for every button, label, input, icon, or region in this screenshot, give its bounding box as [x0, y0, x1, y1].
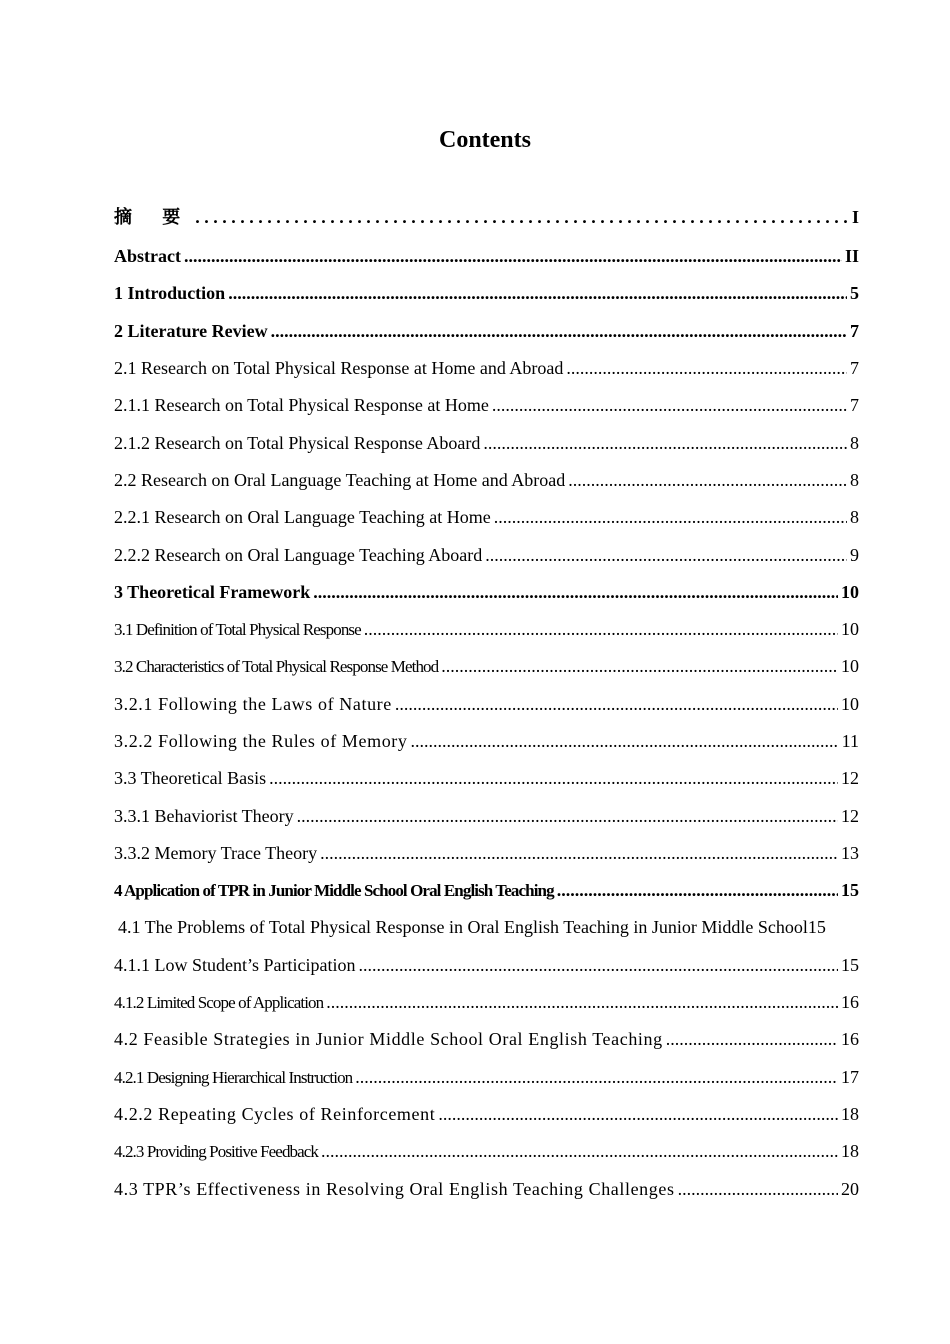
- toc-entry-page: 17: [841, 1067, 859, 1087]
- toc-entry-text: 3.1 Definition of Total Physical Response: [114, 620, 361, 639]
- toc-entry-text: 2.1 Research on Total Physical Response at Home and Abroad: [114, 358, 564, 378]
- toc-entry-text: 1 Introduction: [114, 283, 226, 303]
- dot-leader: [666, 1026, 838, 1052]
- toc-entry[interactable]: [114, 840, 859, 866]
- toc-entry-page: II: [844, 246, 859, 266]
- dot-leader: [297, 803, 838, 829]
- toc-entry-text: 2.1.2 Research on Total Physical Response Aboard: [114, 433, 481, 453]
- toc-entry-text: 3.3.2 Memory Trace Theory: [114, 843, 318, 863]
- toc-entry[interactable]: [114, 542, 859, 568]
- toc-entry-text: 4.1.1 Low Student’s Participation: [114, 955, 356, 975]
- toc-entry-page: 13: [841, 843, 859, 863]
- toc-entry-page: 5: [850, 283, 859, 303]
- dot-leader: [568, 467, 847, 493]
- toc-entry[interactable]: [114, 1101, 859, 1127]
- toc-entry[interactable]: [114, 952, 859, 978]
- toc-entry-page: 10: [841, 582, 859, 602]
- toc-entry-page: 18: [841, 1141, 859, 1161]
- toc-entry-page: 12: [841, 768, 859, 788]
- toc-entry-text: 4 Application of TPR in Junior Middle School Oral English Teaching: [114, 881, 554, 900]
- dot-leader: [271, 318, 847, 344]
- toc-entry-text: 3.2.1 Following the Laws of Nature: [114, 694, 392, 714]
- toc-entry-text: 2.2.2 Research on Oral Language Teaching Aboard: [114, 545, 483, 565]
- dot-leader: [184, 243, 842, 269]
- toc-entry[interactable]: [114, 243, 859, 269]
- toc-entry[interactable]: [114, 280, 859, 306]
- toc-entry-text: 3.2 Characteristics of Total Physical Response Method: [114, 657, 439, 676]
- toc-entry-text: Abstract: [114, 246, 181, 266]
- dot-leader: [566, 355, 847, 381]
- toc-entry[interactable]: [114, 204, 859, 230]
- toc-entry-page: 20: [841, 1179, 859, 1199]
- dot-leader: [494, 504, 847, 530]
- toc-entry-page: 10: [841, 656, 859, 676]
- dot-leader: [195, 204, 849, 230]
- toc-entry[interactable]: [114, 318, 859, 344]
- dot-leader: [485, 542, 847, 568]
- toc-entry-page: 15: [841, 880, 859, 900]
- dot-leader: [678, 1176, 838, 1202]
- toc-entry-text: 2 Literature Review: [114, 321, 268, 341]
- page-title: Contents: [438, 127, 531, 153]
- dot-leader: [557, 877, 838, 903]
- toc-entry[interactable]: [114, 728, 859, 754]
- toc-entry-page: 8: [850, 507, 859, 527]
- dot-leader: [355, 1064, 838, 1090]
- dot-leader: [438, 1101, 838, 1127]
- toc-entry-page: 8: [850, 470, 859, 490]
- toc-entry-text: 2.2.1 Research on Oral Language Teaching at Home: [114, 507, 491, 527]
- toc-entry-text: 4.2.1 Designing Hierarchical Instruction: [114, 1068, 353, 1087]
- toc-entry-text: 2.2 Research on Oral Language Teaching at Home and Abroad: [114, 470, 566, 490]
- toc-entry[interactable]: [114, 1026, 859, 1052]
- toc-entry[interactable]: [114, 989, 859, 1015]
- toc-entry-text: 4.1 The Problems of Total Physical Response in Oral English Teaching in Junior Middle School: [118, 917, 808, 937]
- toc-entry[interactable]: [114, 691, 859, 717]
- toc-entry-page: 7: [850, 358, 859, 378]
- dot-leader: [395, 691, 838, 717]
- toc-entry-page: 16: [841, 1029, 859, 1049]
- toc-entry-page: I: [851, 207, 859, 227]
- toc-entry-page: 12: [841, 806, 859, 826]
- toc-entry-text: 摘 要: [114, 207, 193, 228]
- toc-entry-text: 4.2 Feasible Strategies in Junior Middle School Oral English Teaching: [114, 1029, 663, 1049]
- toc-entry-page: 16: [841, 992, 859, 1012]
- toc-entry-page: 7: [850, 321, 859, 341]
- toc-entry[interactable]: [114, 877, 859, 903]
- dot-leader: [483, 430, 847, 456]
- toc-entry[interactable]: [114, 430, 859, 456]
- toc-entry-text: 3.3.1 Behaviorist Theory: [114, 806, 294, 826]
- toc-entry-text: 3.3 Theoretical Basis: [114, 768, 267, 788]
- dot-leader: [492, 392, 847, 418]
- toc-entry[interactable]: [114, 467, 859, 493]
- toc-entry[interactable]: [114, 803, 859, 829]
- dot-leader: [358, 952, 838, 978]
- toc-entry-page: 10: [841, 694, 859, 714]
- toc-entry-page: 15: [807, 917, 826, 937]
- toc-entry-page: 18: [841, 1104, 859, 1124]
- toc-entry-page: 10: [841, 619, 859, 639]
- dot-leader: [411, 728, 839, 754]
- toc-entry-text: 3.2.2 Following the Rules of Memory: [114, 731, 408, 751]
- toc-entry-text: 2.1.1 Research on Total Physical Response at Home: [114, 395, 489, 415]
- toc-entry-text: 4.2.2 Repeating Cycles of Reinforcement: [114, 1104, 436, 1124]
- toc-entry[interactable]: [114, 355, 859, 381]
- dot-leader: [441, 653, 838, 679]
- toc-entry-page: 11: [841, 731, 859, 751]
- toc-entry[interactable]: [114, 392, 859, 418]
- toc-entry[interactable]: [114, 579, 859, 605]
- dot-leader: [269, 765, 838, 791]
- toc-entry-page: 15: [841, 955, 859, 975]
- toc-entry-page: 7: [850, 395, 859, 415]
- toc-entry-text: 4.3 TPR’s Effectiveness in Resolving Oral English Teaching Challenges: [114, 1179, 675, 1199]
- dot-leader: [364, 616, 838, 642]
- dot-leader: [321, 1138, 838, 1164]
- toc-entry-page: 8: [850, 433, 859, 453]
- toc-entry-text: 3 Theoretical Framework: [114, 582, 311, 602]
- dot-leader: [228, 280, 847, 306]
- dot-leader: [313, 579, 838, 605]
- toc-entry[interactable]: [114, 653, 859, 679]
- toc-entry[interactable]: [114, 616, 859, 642]
- toc-entry[interactable]: [114, 1064, 859, 1090]
- toc-entry[interactable]: [114, 1176, 859, 1202]
- toc-entry-text: 4.2.3 Providing Positive Feedback: [114, 1142, 319, 1161]
- dot-leader: [320, 840, 838, 866]
- toc-entry[interactable]: [114, 1138, 859, 1164]
- toc-entry-text: 4.1.2 Limited Scope of Application: [114, 993, 324, 1012]
- toc-entry[interactable]: [114, 504, 859, 530]
- toc-entry[interactable]: [114, 765, 859, 791]
- toc-entry[interactable]: [118, 914, 876, 940]
- dot-leader: [326, 989, 838, 1015]
- toc-entry-page: 9: [850, 545, 859, 565]
